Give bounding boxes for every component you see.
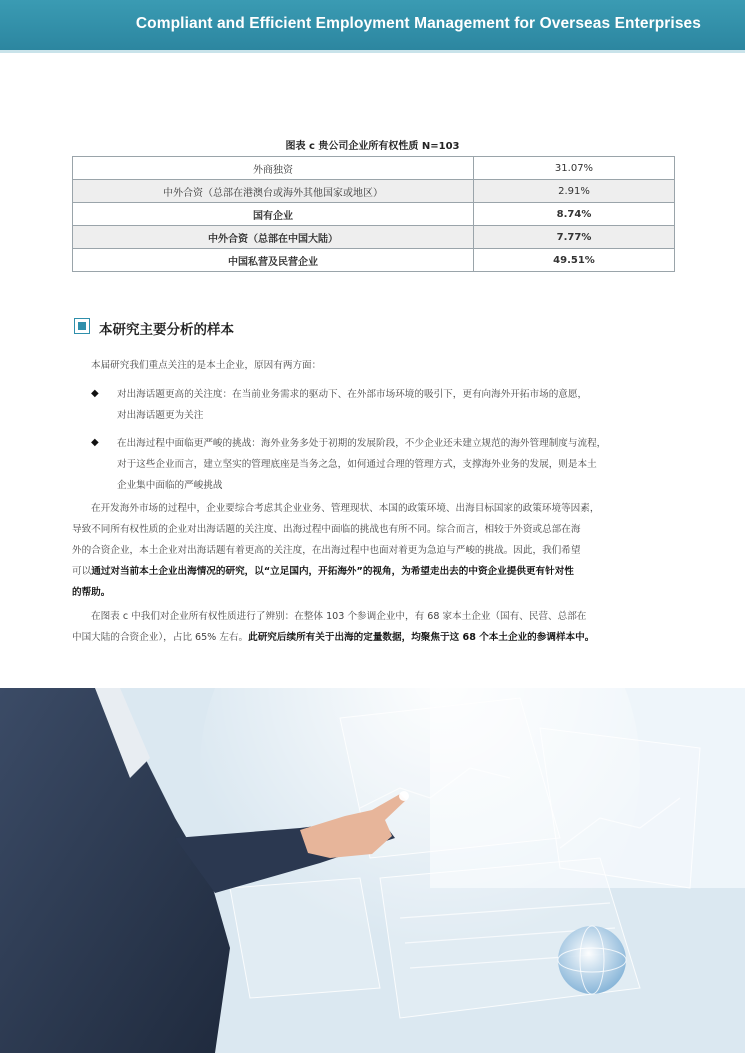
para1-line4-normal: 可以 [72, 566, 92, 577]
table-row [73, 157, 675, 180]
para2-line2 [72, 627, 594, 649]
table-cell-value: 8.74% [474, 203, 675, 226]
para1-line3: 外的合资企业，本土企业对出海话题有着更高的关注度，在出海过程中也面对着更为急迫与严峻的挑战。因此，我们希望 [72, 545, 581, 556]
bullet2-line1: 在出海过程中面临更严峻的挑战：海外业务多处于初期的发展阶段，不少企业还未建立规范的海外管理制度与流程， [117, 438, 607, 449]
square-bullet-icon [75, 319, 89, 333]
header-title: Compliant and Efficient Employment Management for Overseas Enterprises [135, 15, 701, 32]
intro-text: 本届研究我们重点关注的是本土企业，原因有两方面： [91, 360, 322, 371]
table-caption: 图表 c 贵公司企业所有权性质 N=103 [285, 141, 460, 152]
table-row [73, 249, 675, 272]
para2-line1: 在图表 c 中我们对企业所有权性质进行了辨别：在整体 103 个参调企业中，有 68 家本土企业（国有、民营、总部在 [91, 611, 587, 622]
table-row [73, 203, 675, 226]
bullet2-line2: 对于这些企业而言，建立坚实的管理底座是当务之急，如何通过合理的管理方式，支撑海外业务的发展，则是本土 [117, 459, 597, 470]
table-cell-value: 7.77% [474, 226, 675, 249]
table-cell-label: 国有企业 [73, 203, 474, 226]
table-cell-value: 2.91% [474, 180, 675, 203]
header-bar [0, 0, 745, 53]
table-cell-value: 31.07% [474, 157, 675, 180]
para1-line1: 在开发海外市场的过程中，企业要综合考虑其企业业务、管理现状、本国的政策环境、出海目标国家的政策环境等因素， [91, 503, 600, 514]
business-photo-illustration [0, 688, 745, 1053]
table-cell-label: 中外合资（总部在港澳台或海外其他国家或地区） [73, 180, 474, 203]
para1-line5 [72, 582, 110, 604]
bullet1-line2: 对出海话题更为关注 [117, 410, 204, 421]
table-row [73, 226, 675, 249]
bullet1-line1: 对出海话题更高的关注度：在当前业务需求的驱动下、在外部市场环境的吸引下，更有向海外开拓市场的意愿， [117, 389, 588, 400]
diamond-bullet-icon: ◆ [91, 388, 99, 399]
ownership-table [72, 156, 675, 272]
para2-line2-bold: 此研究后续所有关于出海的定量数据，均聚焦于这 68 个本土企业的参调样本中。 [248, 632, 595, 643]
para1-line4 [72, 561, 574, 583]
table-cell-label: 外商独资 [73, 157, 474, 180]
section-title: 本研究主要分析的样本 [99, 322, 234, 338]
para1-line4-bold: 通过对当前本土企业出海情况的研究，以“立足国内，开拓海外”的视角，为希望走出去的中资企业提供更有针对性 [91, 566, 574, 577]
para1-line5-bold: 的帮助。 [72, 587, 111, 598]
table-cell-label: 中外合资（总部在中国大陆） [73, 226, 474, 249]
bullet2-line3: 企业集中面临的严峻挑战 [117, 480, 223, 491]
diamond-bullet-icon: ◆ [91, 437, 99, 448]
table-cell-value: 49.51% [474, 249, 675, 272]
business-photo [0, 688, 745, 1053]
para2-line2-normal: 中国大陆的合资企业），占比 65% 左右。 [72, 632, 249, 643]
table-row [73, 180, 675, 203]
table-cell-label: 中国私营及民营企业 [73, 249, 474, 272]
para1-line2: 导致不同所有权性质的企业对出海话题的关注度、出海过程中面临的挑战也有所不同。综合而言，相较于外资或总部在海 [72, 524, 581, 535]
